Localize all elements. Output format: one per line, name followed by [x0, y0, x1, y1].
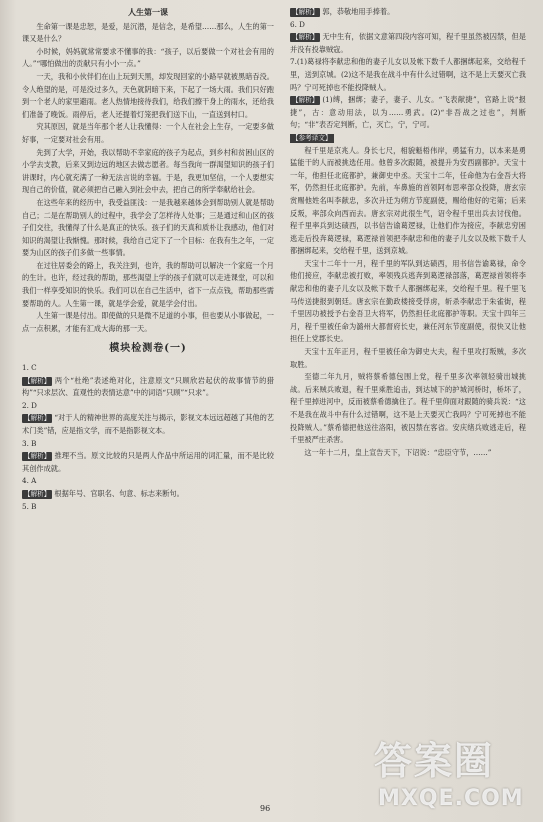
answer-line: 7.(1)葛禄将李献忠和他的妻子儿女以及帐下数千人都捆绑起来，交给程千里，送到京城。(2)这不是我在战斗中有什么过错啊，这不是上天要灭亡我吗？宁可死掉也不能投降贼人。	[290, 57, 526, 92]
answer-line: 4. A	[22, 476, 37, 486]
analysis-block	[22, 375, 274, 400]
analysis-tag: 【解析】	[292, 96, 319, 105]
answer-line: 3. B	[22, 438, 37, 448]
answer-line: 6. D	[290, 19, 305, 29]
analysis-block	[22, 450, 274, 475]
analysis-tag: 【解析】	[24, 452, 51, 461]
analysis-text: 推理不当。原文比较的只是两人作品中所运用的词汇量，而不是比较其创作成就。	[22, 451, 274, 473]
article-paragraph: 人生第一课是付出。即使做的只是微不足道的小事，但也要从小事做起，一点一点积累，才能有汇成大海的那一天。	[22, 311, 274, 333]
article-paragraph: 究其原因，就是当年那个老人让我懂得：一个人在社会上生存，一定要多做好事，一定要对社会有用。	[22, 122, 274, 144]
analysis-tag: 【解析】	[292, 8, 319, 16]
analysis-block	[22, 412, 274, 437]
answer-line: 5. B	[22, 501, 37, 511]
translation-paragraph: 天宝十五年正月，程千里被任命为御史大夫，程千里攻打叛贼，多次取胜。	[290, 347, 526, 369]
watermark-text: 答案圈	[374, 739, 495, 783]
translation-paragraph: 程千里是京兆人。身长七尺，相貌魁梧伟岸，勇猛有力，以本来是勇猛能干的人而被挑选任用。他曾多次跟随，被提升为安西副都护。天宝十一年，他担任北庭都护，兼御史中丞。天宝十二年，任命他为右金吾大将军，仍然担任北庭都护。先前，车鼻施的首领阿布思率部众投降，唐玄宗赏赐他姓名叫李献忠，多次升迁为朔方节度副使，赐给他好的宅第；后来反叛，率部众向西而去。唐玄宗对此很生气，诏令程千里出兵去讨伐他。程千里率兵到达碛西，以书信告谕葛逻禄，让他们作为接应，李献忠穷困逃走后投奔葛逻禄，葛逻禄首领把李献忠和他的妻子儿女以及帐下数千人都捆绑起来，交给程千里，送到京城。	[290, 145, 526, 256]
article-title: 人生第一课	[128, 7, 168, 17]
article-paragraph: 一天，我和小伙伴们在山上玩到天黑，却发现回家的小路早就被黑暗吞没。令人绝望的是，可是没过多久，天色就阴暗下来，下起了一场大雨。我们只好跑到一个老人的家里避雨。老人热情地接待我们，给我们擦干身上的雨水，还给我们准备了晚饭。雨停后，老人还提着灯笼把我们送下山，一直送到村口。	[22, 71, 274, 119]
article-paragraph: 生命第一课是忠恕，是爱，是沉潜，是信念，是希望……那么，人生的第一课又是什么？	[22, 21, 274, 44]
analysis-block	[290, 31, 526, 56]
analysis-text: 根据年号、官职名、句意、标志来断句。	[54, 488, 184, 498]
analysis-block	[22, 488, 274, 501]
analysis-text: 郭，恭敬地用手捧着。	[322, 7, 395, 16]
translation-paragraph: 至德二年九月，贼将蔡希德包围上党，程千里多次率领轻骑出城挑战。后来贼兵败退，程千里乘胜追击，到达城下的护城河桥时，桥坏了，程千里掉进河中，反而被蔡希德擒住了。程千里仰面对跟随的骑兵说：“这不是我在战斗中有什么过错啊，这不是上天要灭亡我吗？宁可死掉也不能投降贼人。”蔡希德把他送往洛阳，被囚禁在客省。安庆绪兵败逃走后，程千里被严庄杀害。	[290, 372, 526, 445]
analysis-tag: 【解析】	[292, 33, 319, 42]
analysis-tag: 【解析】	[24, 414, 51, 423]
article-paragraph: 小时候，妈妈就常常要求不懂事的我：“孩子，以后要做一个对社会有用的人。”“哪怕做出的贡献只有小小一点。”	[22, 46, 274, 69]
left-column	[22, 6, 274, 513]
article-paragraph: 在这些年来的经历中，我受益匪浅：一是我越来越体会到帮助别人就是帮助自己；二是在帮助别人的过程中，我学会了怎样待人处事；三是通过和山区的孩子们交往，我懂得了什么是真正的快乐。孩子们的天真和质朴让我感动，他们对知识的渴望让我惭愧。那时候，我给自己定下了一个目标：在我有生之年，一定要为山区的孩子们多做一些事情。	[22, 197, 274, 258]
analysis-block	[290, 6, 526, 19]
analysis-tag: 【解析】	[24, 376, 51, 385]
watermark-logo	[368, 730, 538, 818]
article-paragraph: 先到了大学，开始，我以帮助不幸家庭的孩子为起点，到乡村和贫困山区的小学去支教，后来又到边远的地区去做志愿者。每当我向一群渴望知识的孩子们讲课时，内心就充满了一种无法言说的幸福。于是，我更加坚信，一个人要想实现自己的价值，就必须把自己融入到社会中去，把自己的所学奉献给社会。	[22, 147, 274, 195]
right-column	[290, 6, 526, 459]
watermark-url: MXQE.COM	[378, 786, 524, 811]
analysis-tag: 【解析】	[24, 489, 51, 498]
translation-paragraph: 天宝十二年十一月，程千里的军队到达碛西，用书信告谕葛禄，命令他们接应，李献忠被打败，率领残兵逃奔到葛逻禄部落，葛逻禄首领将李献忠和他的妻子儿女以及帐下数千人都捆绑起来，交给程千里。程千里飞马传送捷报到朝廷。唐玄宗在勤政楼接受俘虏，斩杀李献忠于朱雀街，程千里因功被授予右金吾卫大将军，仍然担任北庭都护等职。天宝十四年三月，程千里被任命为潞州大都督府长史，兼任河东节度副使，很快又让他担任上党郡长史。	[290, 258, 526, 344]
answer-line: 2. D	[22, 400, 37, 410]
analysis-block	[290, 94, 526, 132]
article-paragraph: 在过往居委会的路上，我关注到，也许，我的帮助可以解决一个家庭一个月的生计。也许，经过我的帮助，那些渴望上学的孩子们就可以走进课堂，可以和我们一样享受知识的快乐。我们可以在自己生活中，省下一点点钱，帮助那些需要帮助的人。人生第一课，就是学会爱，就是学会付出。	[22, 260, 274, 308]
analysis-text: (1)缚，捆绑；妻子，妻子、儿女。“飞表献捷”，官路上说“报捷”，古：意动用法，以为……勇武。(2)“非吾战之过也”，判断句；“非”表否定判断，亡，灭亡，宁，宁可。	[290, 95, 526, 130]
reference-translation-label: 【参考译文】	[292, 133, 332, 142]
analysis-text: 无中生有，依据文意第四段内容可知，程千里虽然被囚禁，但是并没有投靠贼寇。	[290, 32, 526, 54]
answer-line: 1. C	[22, 363, 37, 373]
section-title: 模块检测卷(一)	[109, 343, 187, 355]
translation-paragraph: 这一年十二月，皇上宣告天下，下诏说：“忠臣守节，……”	[304, 447, 492, 457]
analysis-text: 两个“杜绝”表述绝对化，注意原文“只顾欣岩起伏的故事情节的猎构”“只求层次、直观性的表情达意”中的词语“只顾”“只求”。	[22, 375, 274, 398]
analysis-text: “对于人的精神世界的高度关注与揭示，影视文本远远超越了其他的艺术门类”错，应是指文学，而不是指影视文本。	[22, 413, 274, 435]
page-number: 96	[260, 804, 271, 813]
